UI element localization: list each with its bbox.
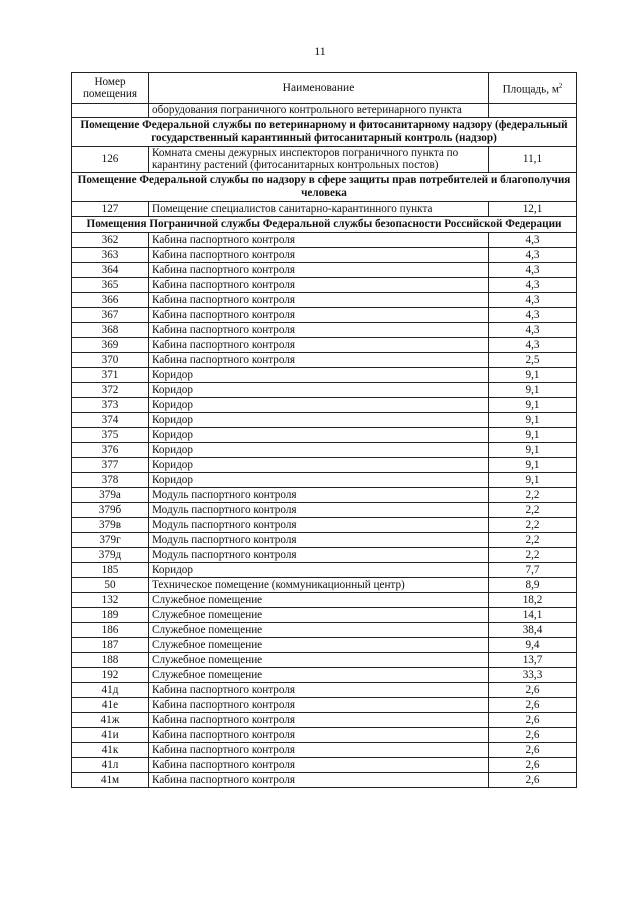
- table-row: [72, 104, 577, 118]
- room-number: 369: [72, 337, 149, 352]
- room-number: 50: [72, 577, 149, 592]
- room-name: Служебное помещение: [149, 592, 489, 607]
- room-number: 367: [72, 307, 149, 322]
- room-name: Коридор: [149, 442, 489, 457]
- room-area: 2,6: [489, 697, 577, 712]
- room-area: 4,3: [489, 307, 577, 322]
- room-area: 9,1: [489, 442, 577, 457]
- room-number: 371: [72, 367, 149, 382]
- table-row: [72, 472, 577, 487]
- room-name: Кабина паспортного контроля: [149, 712, 489, 727]
- room-area: 4,3: [489, 322, 577, 337]
- room-number: 372: [72, 382, 149, 397]
- table-row: [72, 307, 577, 322]
- room-name: Коридор: [149, 472, 489, 487]
- room-number: 374: [72, 412, 149, 427]
- room-number: 189: [72, 607, 149, 622]
- table-row: [72, 607, 577, 622]
- room-name: Модуль паспортного контроля: [149, 547, 489, 562]
- room-number: 378: [72, 472, 149, 487]
- room-name: Кабина паспортного контроля: [149, 277, 489, 292]
- room-name: Коридор: [149, 382, 489, 397]
- room-name: Модуль паспортного контроля: [149, 502, 489, 517]
- room-name: Служебное помещение: [149, 607, 489, 622]
- table-row: [72, 652, 577, 667]
- table-row: [72, 517, 577, 532]
- header-number: Номер помещения: [72, 73, 149, 104]
- room-name: Кабина паспортного контроля: [149, 352, 489, 367]
- room-number: 376: [72, 442, 149, 457]
- room-name: Модуль паспортного контроля: [149, 532, 489, 547]
- room-number: 186: [72, 622, 149, 637]
- header-area-sup: 2: [558, 82, 563, 91]
- room-number: 41л: [72, 757, 149, 772]
- room-number: 379б: [72, 502, 149, 517]
- room-name: Модуль паспортного контроля: [149, 487, 489, 502]
- header-name: Наименование: [149, 73, 489, 104]
- room-name: Техническое помещение (коммуникационный центр): [149, 577, 489, 592]
- room-number: 41к: [72, 742, 149, 757]
- room-number: 126: [72, 146, 149, 172]
- room-name: Кабина паспортного контроля: [149, 757, 489, 772]
- header-area: [489, 73, 577, 104]
- room-number: 373: [72, 397, 149, 412]
- room-area: 9,4: [489, 637, 577, 652]
- room-area: 14,1: [489, 607, 577, 622]
- table-row: [72, 772, 577, 787]
- room-area: 2,6: [489, 682, 577, 697]
- room-area: 2,2: [489, 532, 577, 547]
- room-name: Коридор: [149, 397, 489, 412]
- room-area: 4,3: [489, 292, 577, 307]
- section-title: Помещения Пограничной службы Федеральной службы безопасности Российской Федерации: [72, 216, 577, 232]
- table-row: [72, 757, 577, 772]
- table-row: [72, 487, 577, 502]
- section-header-row: [72, 117, 577, 146]
- room-number: 41е: [72, 697, 149, 712]
- room-name: Помещение специалистов санитарно-карантинного пункта: [149, 201, 489, 216]
- room-name: Коридор: [149, 412, 489, 427]
- room-name: Кабина паспортного контроля: [149, 772, 489, 787]
- room-name: Кабина паспортного контроля: [149, 322, 489, 337]
- premises-table: [71, 72, 577, 788]
- room-number: 187: [72, 637, 149, 652]
- table-row: [72, 637, 577, 652]
- room-area: 2,6: [489, 757, 577, 772]
- room-name: Кабина паспортного контроля: [149, 727, 489, 742]
- room-area: 4,3: [489, 262, 577, 277]
- table-row: [72, 232, 577, 247]
- room-number: [72, 104, 149, 118]
- table-row: [72, 547, 577, 562]
- room-area: 9,1: [489, 367, 577, 382]
- room-area: 11,1: [489, 146, 577, 172]
- room-name: Служебное помещение: [149, 637, 489, 652]
- table-row: [72, 502, 577, 517]
- room-area: [489, 104, 577, 118]
- room-area: 9,1: [489, 397, 577, 412]
- room-number: 377: [72, 457, 149, 472]
- room-area: 9,1: [489, 382, 577, 397]
- room-area: 4,3: [489, 247, 577, 262]
- table-row: [72, 697, 577, 712]
- room-area: 2,6: [489, 772, 577, 787]
- room-area: 18,2: [489, 592, 577, 607]
- section-title: Помещение Федеральной службы по надзору в сфере защиты прав потребителей и благополучия человека: [72, 172, 577, 201]
- room-area: 9,1: [489, 472, 577, 487]
- room-area: 4,3: [489, 232, 577, 247]
- room-name: Модуль паспортного контроля: [149, 517, 489, 532]
- room-area: 33,3: [489, 667, 577, 682]
- room-name: Кабина паспортного контроля: [149, 262, 489, 277]
- room-number: 365: [72, 277, 149, 292]
- section-header-row: [72, 216, 577, 232]
- room-area: 38,4: [489, 622, 577, 637]
- room-area: 2,6: [489, 727, 577, 742]
- page-number: 11: [314, 44, 326, 58]
- room-name: Коридор: [149, 562, 489, 577]
- room-area: 2,2: [489, 547, 577, 562]
- table-row: [72, 667, 577, 682]
- table-row: [72, 146, 577, 172]
- room-name: Кабина паспортного контроля: [149, 337, 489, 352]
- room-number: 41ж: [72, 712, 149, 727]
- table-row: [72, 727, 577, 742]
- room-area: 2,5: [489, 352, 577, 367]
- room-number: 364: [72, 262, 149, 277]
- room-name: Коридор: [149, 457, 489, 472]
- table-row: [72, 292, 577, 307]
- room-area: 2,2: [489, 502, 577, 517]
- table-row: [72, 352, 577, 367]
- room-area: 12,1: [489, 201, 577, 216]
- section-title: Помещение Федеральной службы по ветеринарному и фитосанитарному надзору (федеральный государственный карантинный фитосанитарный контроль (надзор): [72, 117, 577, 146]
- room-area: 9,1: [489, 412, 577, 427]
- room-number: 363: [72, 247, 149, 262]
- room-name: Кабина паспортного контроля: [149, 742, 489, 757]
- room-number: 192: [72, 667, 149, 682]
- room-name: Кабина паспортного контроля: [149, 232, 489, 247]
- table-row: [72, 427, 577, 442]
- table-row: [72, 412, 577, 427]
- room-area: 2,2: [489, 517, 577, 532]
- room-name: Кабина паспортного контроля: [149, 697, 489, 712]
- room-number: 41д: [72, 682, 149, 697]
- room-area: 2,6: [489, 712, 577, 727]
- room-area: 13,7: [489, 652, 577, 667]
- room-area: 9,1: [489, 457, 577, 472]
- table-header-row: [72, 73, 577, 104]
- table-row: [72, 382, 577, 397]
- room-name: Коридор: [149, 367, 489, 382]
- room-area: 8,9: [489, 577, 577, 592]
- room-area: 9,1: [489, 427, 577, 442]
- room-name: Служебное помещение: [149, 667, 489, 682]
- table-row: [72, 201, 577, 216]
- section-header-row: [72, 172, 577, 201]
- table-row: [72, 712, 577, 727]
- table-row: [72, 322, 577, 337]
- room-area: 4,3: [489, 277, 577, 292]
- room-area: 4,3: [489, 337, 577, 352]
- room-number: 375: [72, 427, 149, 442]
- room-name: Служебное помещение: [149, 622, 489, 637]
- room-number: 379в: [72, 517, 149, 532]
- room-number: 41и: [72, 727, 149, 742]
- table-row: [72, 457, 577, 472]
- room-name: оборудования пограничного контрольного ветеринарного пункта: [149, 104, 489, 118]
- table-row: [72, 622, 577, 637]
- header-area-label: Площадь, м: [502, 83, 559, 96]
- room-number: 379г: [72, 532, 149, 547]
- room-number: 188: [72, 652, 149, 667]
- room-number: 41м: [72, 772, 149, 787]
- room-area: 2,2: [489, 487, 577, 502]
- table-row: [72, 562, 577, 577]
- room-name: Комната смены дежурных инспекторов пограничного пункта по карантину растений (фитосанитарных контрольных постов): [149, 146, 489, 172]
- table-row: [72, 442, 577, 457]
- table-row: [72, 592, 577, 607]
- table-row: [72, 262, 577, 277]
- table-row: [72, 742, 577, 757]
- room-number: 379а: [72, 487, 149, 502]
- room-name: Кабина паспортного контроля: [149, 292, 489, 307]
- room-area: 7,7: [489, 562, 577, 577]
- room-name: Служебное помещение: [149, 652, 489, 667]
- room-number: 366: [72, 292, 149, 307]
- room-name: Коридор: [149, 427, 489, 442]
- room-number: 362: [72, 232, 149, 247]
- room-number: 185: [72, 562, 149, 577]
- table-row: [72, 337, 577, 352]
- table-row: [72, 277, 577, 292]
- room-number: 379д: [72, 547, 149, 562]
- table-row: [72, 247, 577, 262]
- table-row: [72, 577, 577, 592]
- room-number: 127: [72, 201, 149, 216]
- room-area: 2,6: [489, 742, 577, 757]
- room-name: Кабина паспортного контроля: [149, 307, 489, 322]
- table-row: [72, 367, 577, 382]
- room-name: Кабина паспортного контроля: [149, 247, 489, 262]
- room-number: 132: [72, 592, 149, 607]
- room-number: 368: [72, 322, 149, 337]
- table-row: [72, 397, 577, 412]
- room-name: Кабина паспортного контроля: [149, 682, 489, 697]
- table-row: [72, 682, 577, 697]
- table-row: [72, 532, 577, 547]
- room-number: 370: [72, 352, 149, 367]
